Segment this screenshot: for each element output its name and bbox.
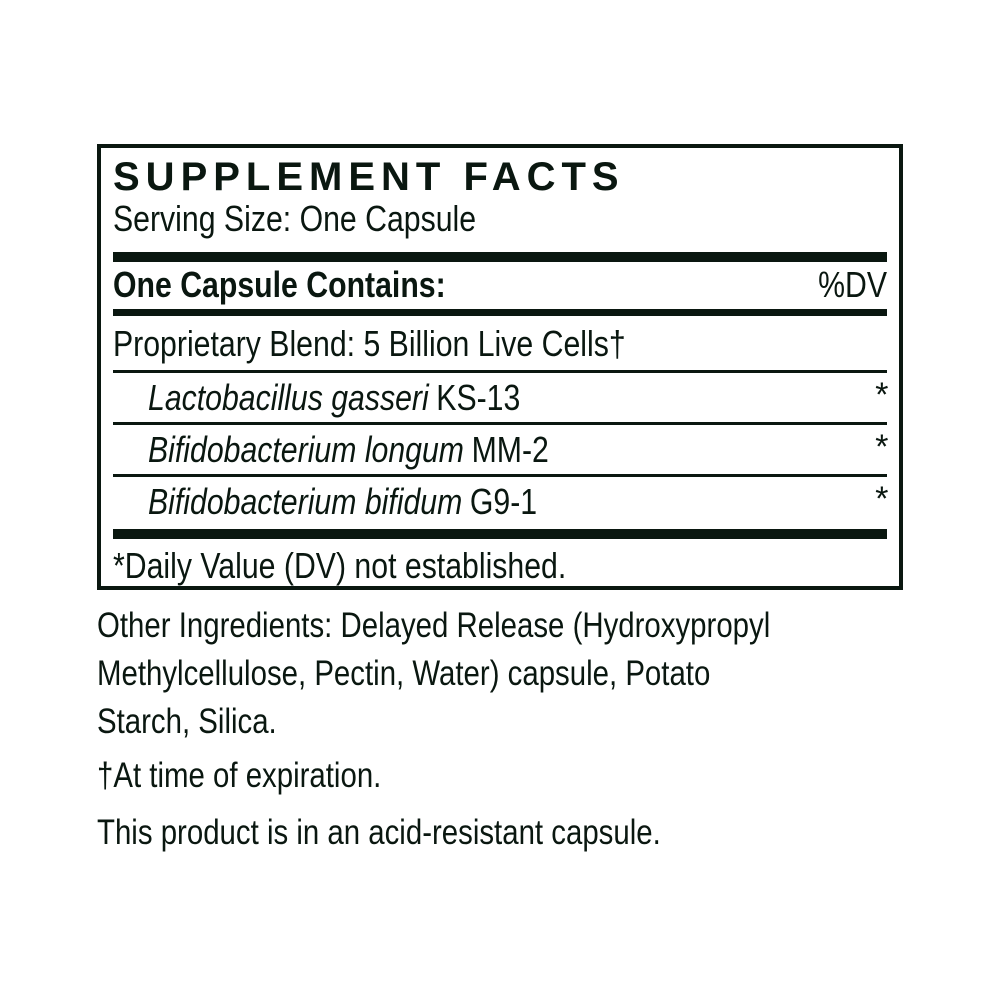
divider-heavy-top <box>113 252 887 262</box>
other-ingredients-line: Starch, Silica. <box>97 702 277 741</box>
dv-asterisk: * <box>873 428 887 466</box>
serving-size-line <box>113 199 887 239</box>
strain-code: KS-13 <box>436 377 521 418</box>
table-row <box>113 373 887 422</box>
dv-asterisk: * <box>873 376 887 414</box>
ingredient-name <box>113 481 611 522</box>
species-name: Lactobacillus gasseri <box>148 377 429 418</box>
strain-code: G9-1 <box>469 481 538 522</box>
expiration-note: †At time of expiration. <box>97 756 382 795</box>
dv-footnote: *Daily Value (DV) not established. <box>113 545 567 586</box>
other-ingredients-line: Methylcellulose, Pectin, Water) capsule, Potato <box>97 654 711 693</box>
divider-heavy-bottom <box>113 529 887 539</box>
contains-header-row <box>113 262 887 309</box>
panel-title: SUPPLEMENT FACTS <box>113 155 625 199</box>
ingredient-name <box>113 429 625 470</box>
other-ingredients-paragraph <box>97 602 899 746</box>
table-row <box>113 425 887 474</box>
proprietary-blend-heading: Proprietary Blend: 5 Billion Live Cells† <box>113 323 626 364</box>
serving-size-text: Serving Size: One Capsule <box>113 198 477 239</box>
ingredient-name <box>113 377 591 418</box>
divider-medium <box>113 309 887 316</box>
acid-resistant-note: This product is in an acid-resistant capsule. <box>97 813 661 852</box>
other-ingredients-line: Other Ingredients: Delayed Release (Hydroxypropyl <box>97 606 771 645</box>
strain-code: MM-2 <box>471 429 549 470</box>
species-name: Bifidobacterium longum <box>148 429 465 470</box>
table-row <box>113 477 887 526</box>
dv-asterisk: * <box>873 480 887 518</box>
supplement-facts-panel <box>97 144 903 590</box>
percent-dv-label: %DV <box>818 264 887 305</box>
species-name: Bifidobacterium bifidum <box>148 481 463 522</box>
contains-header-label: One Capsule Contains: <box>113 264 446 305</box>
